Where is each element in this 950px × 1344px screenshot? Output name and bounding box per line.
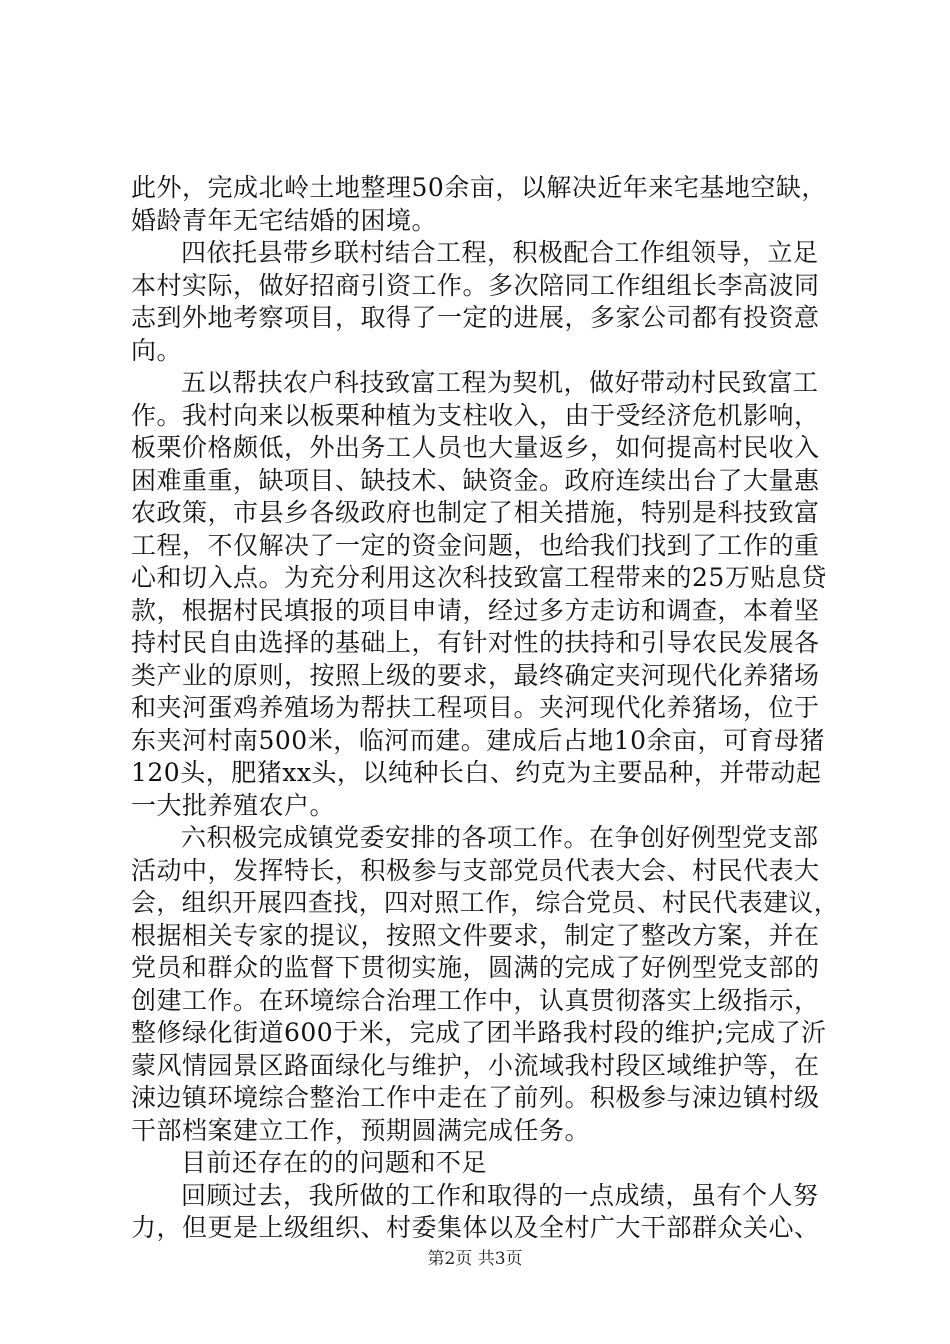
text-line: 120头，肥猪xx头，以纯种长白、约克为主要品种，并带动起 (131, 758, 822, 787)
text-line: 东夹河村南500米，临河而建。建成后占地10余亩，可育母猪 (131, 725, 826, 755)
text-line: 四依托县带乡联村结合工程，积极配合工作组领导，立足 (181, 238, 819, 267)
text-line: 根据相关专家的提议，按照文件要求，制定了整改方案，并在 (131, 920, 820, 950)
text-line: 目前还存在的的问题和不足 (181, 1148, 488, 1177)
document-body (131, 172, 839, 1245)
text-line: 回顾过去，我所做的工作和取得的一点成绩，虽有个人努 (181, 1180, 819, 1210)
text-line: 心和切入点。为充分利用这次科技致富工程带来的25万贴息贷 (131, 563, 827, 592)
text-line: 整修绿化街道600于米，完成了团半路我村段的维护;完成了沂 (131, 1018, 827, 1047)
text-line: 持村民自由选择的基础上，有针对性的扶持和引导农民发展各 (131, 628, 820, 657)
text-line: 会，组织开展四查找，四对照工作，综合党员、村民代表建议， (131, 888, 840, 917)
text-line: 六积极完成镇党委安排的各项工作。在争创好例型党支部 (181, 823, 819, 852)
text-line: 此外，完成北岭土地整理50余亩，以解决近年来宅基地空缺， (131, 173, 827, 202)
text-line: 蒙风情园景区路面绿化与维护，小流域我村段区域维护等，在 (131, 1050, 820, 1080)
text-line: 一大批养殖农户。 (131, 790, 336, 820)
text-line: 困难重重，缺项目、缺技术、缺资金。政府连续出台了大量惠 (131, 465, 820, 495)
text-line: 板栗价格颇低，外出务工人员也大量返乡，如何提高村民收入 (131, 433, 820, 462)
text-line: 工程，不仅解决了一定的资金问题，也给我们找到了工作的重 (131, 530, 820, 560)
text-line: 向。 (131, 335, 183, 365)
text-line: 干部档案建立工作，预期圆满完成任务。 (131, 1115, 591, 1145)
text-line: 志到外地考察项目，取得了一定的进展，多家公司都有投资意 (131, 303, 820, 332)
text-line: 婚龄青年无宅结婚的困境。 (131, 205, 438, 235)
text-line: 农政策，市县乡各级政府也制定了相关措施，特别是科技致富 (131, 498, 820, 527)
text-line: 力，但更是上级组织、村委集体以及全村广大干部群众关心、 (131, 1213, 820, 1242)
text-line: 党员和群众的监督下贯彻实施，圆满的完成了好例型党支部的 (131, 953, 820, 982)
text-line: 类产业的原则，按照上级的要求，最终确定夹河现代化养猪场 (131, 660, 820, 690)
text-line: 款，根据村民填报的项目申请，经过多方走访和调查，本着坚 (131, 595, 820, 625)
text-line: 涑边镇环境综合整治工作中走在了前列。积极参与涑边镇村级 (131, 1083, 820, 1112)
text-line: 创建工作。在环境综合治理工作中，认真贯彻落实上级指示， (131, 985, 820, 1015)
text-line: 活动中，发挥特长，积极参与支部党员代表大会、村民代表大 (131, 855, 820, 885)
text-line: 本村实际，做好招商引资工作。多次陪同工作组组长李高波同 (131, 270, 820, 300)
text-line: 作。我村向来以板栗种植为支柱收入，由于受经济危机影响， (131, 400, 820, 430)
text-line: 和夹河蛋鸡养殖场为帮扶工程项目。夹河现代化养猪场，位于 (131, 693, 820, 722)
page-footer: 第2页 共3页 (427, 1249, 523, 1269)
text-line: 五以帮扶农户科技致富工程为契机，做好带动村民致富工 (181, 368, 819, 397)
